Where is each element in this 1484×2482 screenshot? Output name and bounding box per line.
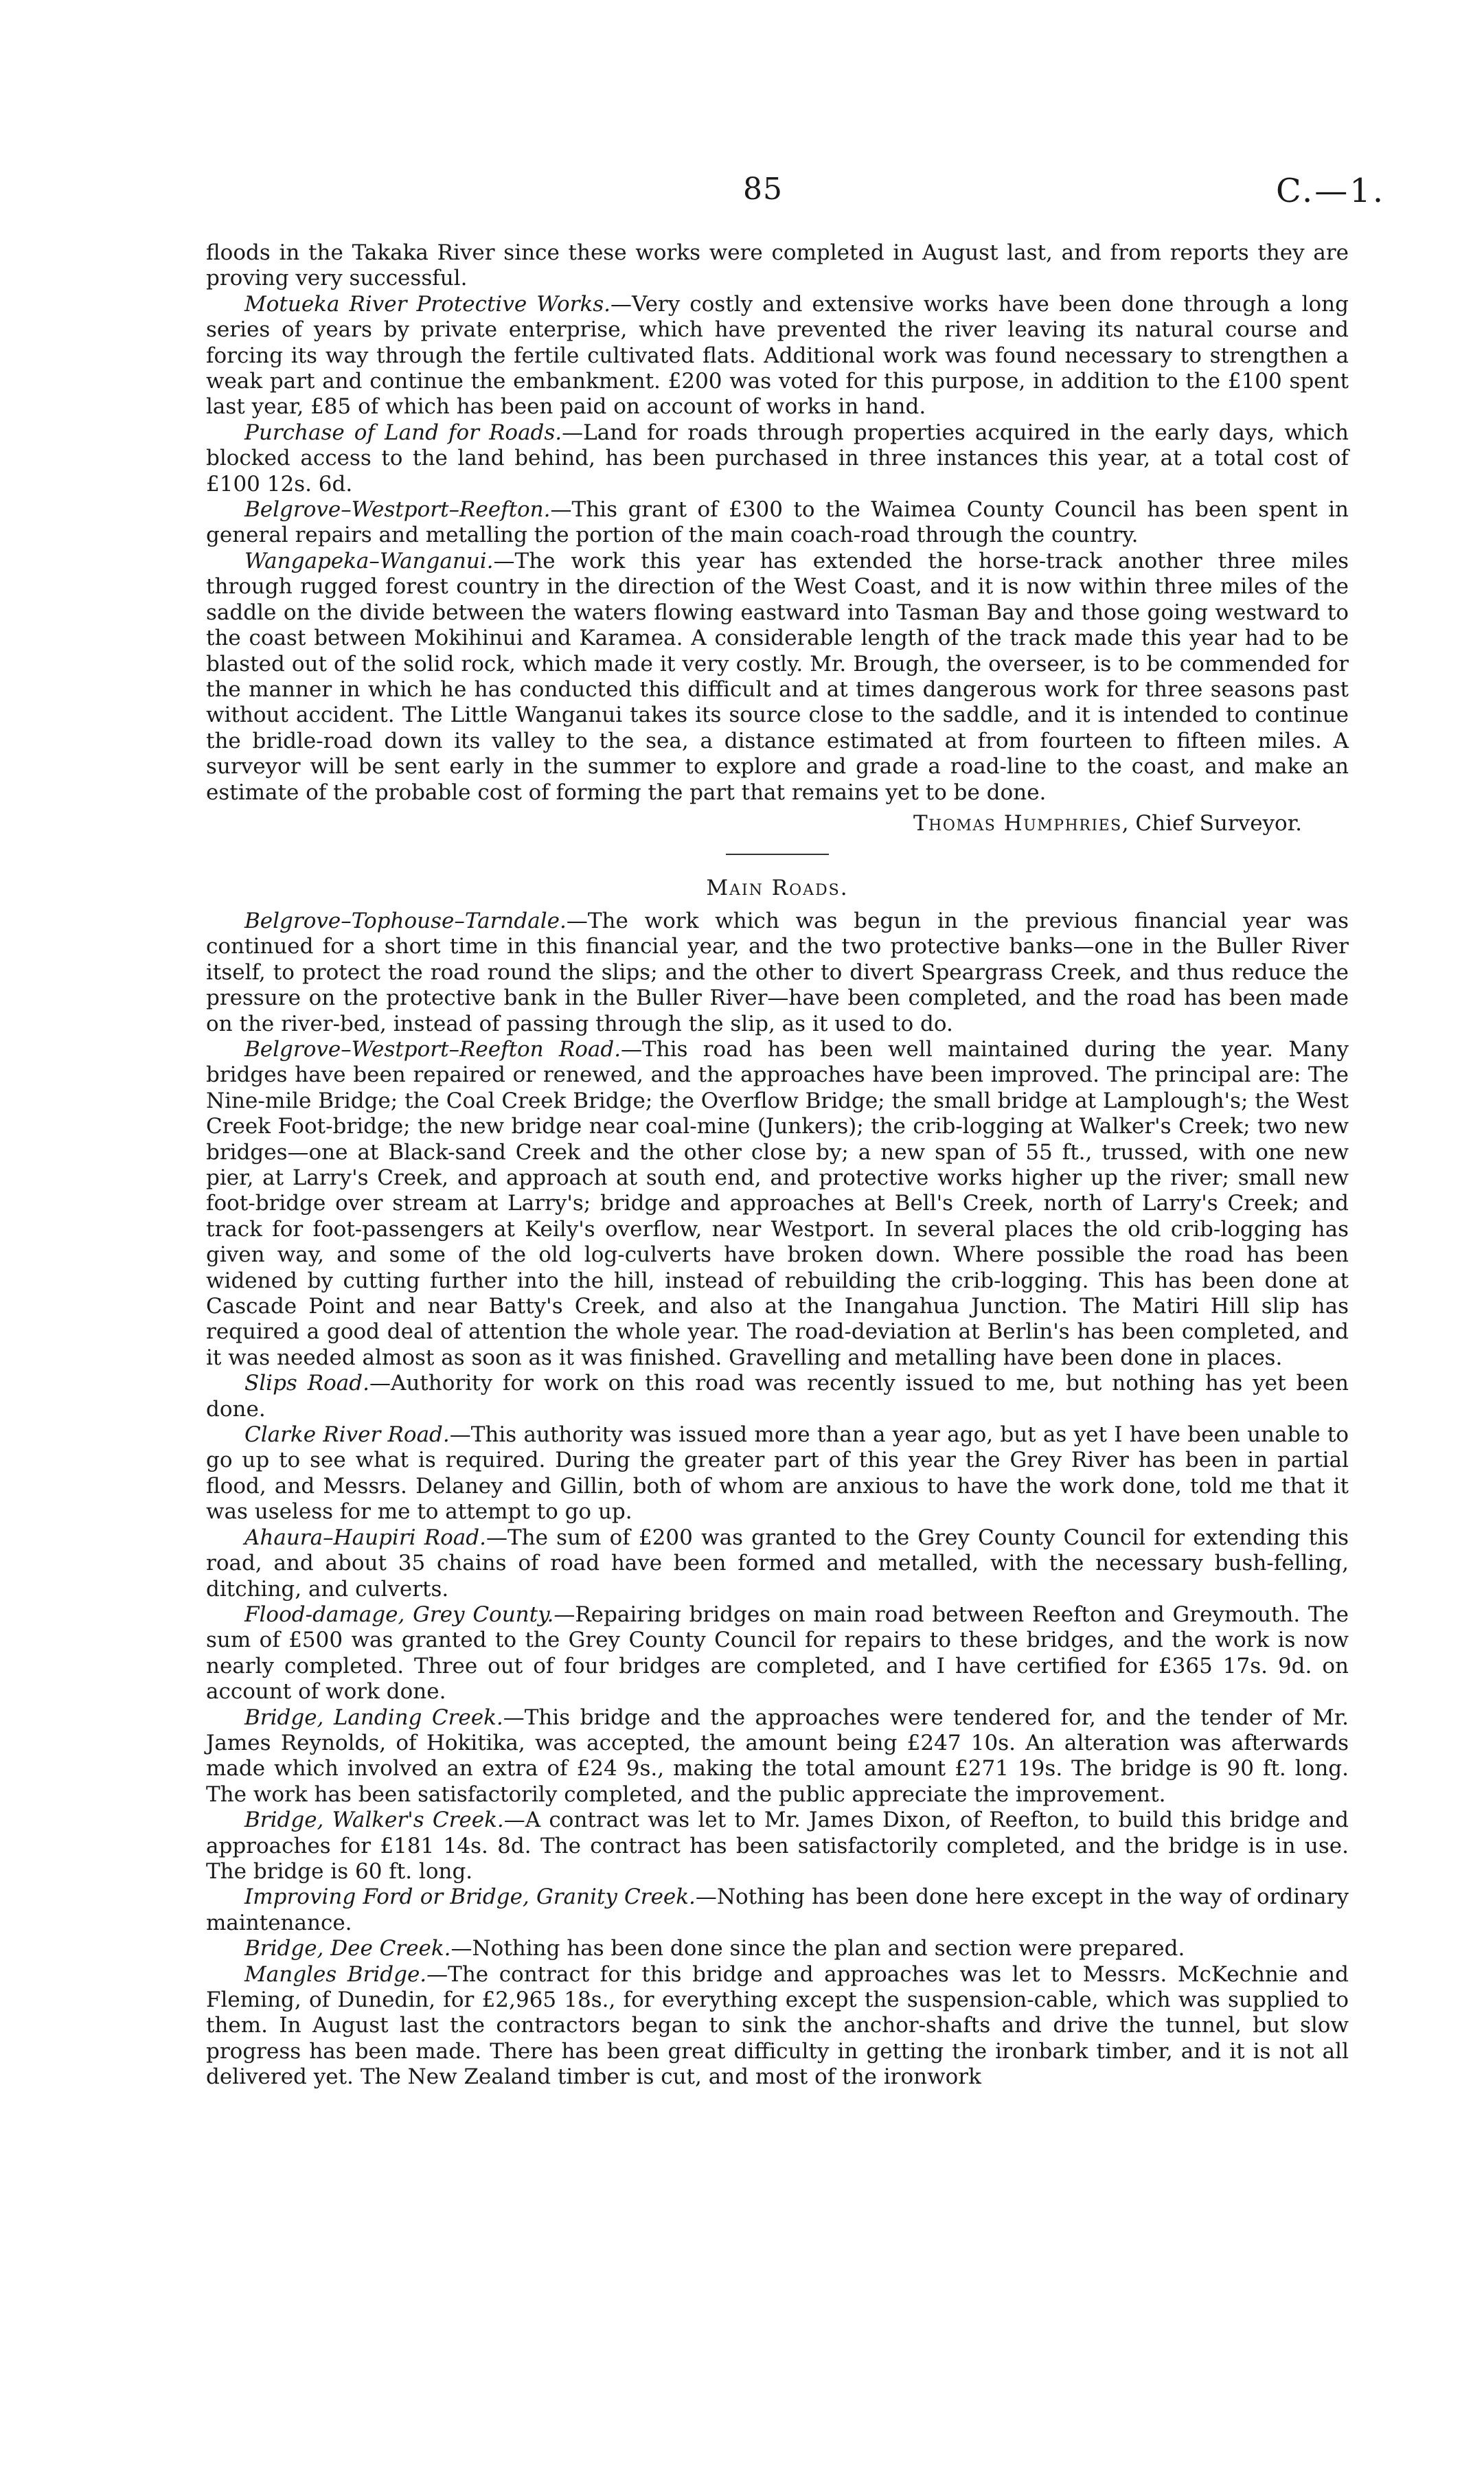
paragraph-heading: Slips Road. [244, 1371, 369, 1396]
paragraph-heading: Wangapeka–Wanganui. [244, 548, 494, 573]
paragraph-text: —This road has been well maintained during the year. Many bridges have been repaired or renewed, and the approaches have been improved. The principal are: The Nine-mile Bridge; the Coal Creek Bridge; the Overflow Bridge; the small bridge at Lamplough's; the West Creek Foot-bridge; the new bridge near coal-mine (Junkers); the crib-logging at Walker's Creek; two new bridges—one at Black-sand Creek and the other close by; a new span of 55 ft., trussed, with one new pier, at Larry's Creek, and approach at south end, and protective works higher up the river; small new foot-bridge over stream at Larry's; bridge and approaches at Bell's Creek, north of Larry's Creek; and track for foot-passengers at Keily's overflow, near Westport. In several places the old crib-logging has given way, and some of the old log-culverts have broken down. Where possible the road has been widened by cutting further into the hill, instead of rebuilding the crib-logging. This has been done at Cascade Point and near Batty's Creek, and also at the Inangahua Junction. The Matiri Hill slip has required a good deal of attention the whole year. The road-deviation at Berlin's has been completed, and it was needed almost as soon as it was finished. Gravelling and metalling have been done in places. [206, 1036, 1349, 1370]
paragraph-ahaura-haupiri-road [206, 1525, 1349, 1602]
signature-title: , Chief Surveyor. [1121, 810, 1302, 836]
paragraph-heading: Bridge, Walker's Creek. [244, 1808, 504, 1833]
paragraph-flood-damage-grey-county [206, 1602, 1349, 1705]
paragraph-heading: Flood-damage, Grey County. [244, 1602, 554, 1627]
paragraph-continuation [206, 240, 1349, 292]
paragraph-bridge-dee-creek [206, 1936, 1349, 1961]
paragraph-heading: Motueka River Protective Works. [244, 291, 611, 317]
paragraph-heading: Belgrove–Tophouse–Tarndale. [244, 908, 567, 933]
paragraph-bridge-walkers-creek [206, 1808, 1349, 1885]
paragraph-motueka-river [206, 292, 1349, 420]
paragraph-text: —This grant of £300 to the Waimea County Council has been spent in general repairs and metalling the portion of the main coach-road through the country. [206, 497, 1349, 548]
section-divider [726, 854, 829, 855]
paragraph-text: —A contract was let to Mr. James Dixon, of Reefton, to build this bridge and approaches for £181 14s. 8d. The contract has been satisfactorily completed, and the bridge is in use. The bridge is 60 ft. long. [206, 1808, 1349, 1884]
signature [206, 808, 1349, 839]
paragraph-text: —The work which was begun in the previous financial year was continued for a short time in this financial year, and the two protective banks—one in the Buller River itself, to protect the road round the slips; and the other to divert Speargrass Creek, and thus reduce the pressure on the protective bank in the Buller River—have been completed, and the road has been made on the river-bed, instead of passing through the slip, as it used to do. [206, 908, 1349, 1036]
paragraph-text: —Repairing bridges on main road between Reefton and Greymouth. The sum of £500 was granted to the Grey County Council for repairs to these bridges, and the work is now nearly completed. Three out of four bridges are completed, and I have certified for £365 17s. 9d. on account of work done. [206, 1602, 1349, 1705]
paragraph-belgrove-tophouse-tarndale [206, 909, 1349, 1037]
paragraph-bridge-landing-creek [206, 1705, 1349, 1808]
paragraph-heading: Belgrove–Westport–Reefton. [244, 497, 551, 523]
paragraph-heading: Belgrove–Westport–Reefton Road. [244, 1036, 621, 1062]
paragraph-text: —Authority for work on this road was recently issued to me, but nothing has yet been done. [206, 1371, 1349, 1422]
paragraph-text: —Very costly and extensive works have been done through a long series of years by private enterprise, which have prevented the river leaving its natural course and forcing its way through the fertile cultivated flats. Additional work was found necessary to strengthen a weak part and continue the embankment. £200 was voted for this purpose, in addition to the £100 spent last year, £85 of which has been paid on account of works in hand. [206, 291, 1349, 420]
paragraph-heading: Ahaura–Haupiri Road. [244, 1525, 486, 1550]
page-header [0, 172, 1484, 220]
paragraph-clarke-river-road [206, 1422, 1349, 1525]
paragraph-heading: Bridge, Landing Creek. [244, 1705, 503, 1730]
paragraph-belgrove-westport-reefton [206, 497, 1349, 549]
document-reference: C.—1. [1276, 172, 1386, 210]
section-title: Main Roads. [706, 875, 849, 900]
signature-name: Thomas Humphries [913, 810, 1122, 836]
page-number: 85 [743, 172, 783, 207]
paragraph-mangles-bridge [206, 1962, 1349, 2091]
paragraph-text: —Nothing has been done here except in the way of ordinary maintenance. [206, 1885, 1349, 1935]
paragraph-text: —The sum of £200 was granted to the Grey County Council for extending this road, and about 35 chains of road have been formed and metalled, with the necessary bush-felling, ditching, and culverts. [206, 1525, 1349, 1602]
paragraph-text: —This authority was issued more than a year ago, but as yet I have been unable to go up to see what is required. During the greater part of this year the Grey River has been in partial flood, and Messrs. Delaney and Gillin, both of whom are anxious to have the work done, told me that it was useless for me to attempt to go up. [206, 1422, 1349, 1525]
paragraph-slips-road [206, 1371, 1349, 1422]
paragraph-heading: Improving Ford or Bridge, Granity Creek. [244, 1885, 696, 1910]
paragraph-belgrove-westport-reefton-road [206, 1037, 1349, 1371]
body-text [206, 240, 1349, 2091]
paragraph-text: —This bridge and the approaches were tendered for, and the tender of Mr. James Reynolds, of Hokitika, was accepted, the amount being £247 10s. An alteration was afterwards made which involved an extra of £24 9s., making the total amount £271 19s. The bridge is 90 ft. long. The work has been satisfactorily completed, and the public appreciate the improvement. [206, 1705, 1349, 1807]
paragraph-heading: Clarke River Road. [244, 1422, 450, 1448]
paragraph-heading: Mangles Bridge. [244, 1961, 427, 1987]
paragraph-text: floods in the Takaka River since these works were completed in August last, and from reports they are proving very successful. [206, 240, 1349, 291]
paragraph-text: —Land for roads through properties acquired in the early days, which blocked access to the land behind, has been purchased in three instances this year, at a total cost of £100 12s. 6d. [206, 420, 1349, 497]
paragraph-heading: Bridge, Dee Creek. [244, 1936, 451, 1961]
paragraph-wangapeka-wanganui [206, 549, 1349, 806]
paragraph-granity-creek [206, 1885, 1349, 1936]
paragraph-purchase-of-land [206, 420, 1349, 497]
paragraph-text: —The work this year has extended the horse-track another three miles through rugged forest country in the direction of the West Coast, and it is now within three miles of the saddle on the divide between the waters flowing eastward into Tasman Bay and those going westward to the coast between Mokihinui and Karamea. A considerable length of the track made this year had to be blasted out of the solid rock, which made it very costly. Mr. Brough, the overseer, is to be commended for the manner in which he has conducted this difficult and at times dangerous work for three seasons past without accident. The Little Wanganui takes its source close to the saddle, and it is intended to continue the bridle-road down its valley to the sea, a distance estimated at from fourteen to fifteen miles. A surveyor will be sent early in the summer to explore and grade a road-line to the coast, and make an estimate of the probable cost of forming the part that remains yet to be done. [206, 548, 1349, 805]
paragraph-heading: Purchase of Land for Roads. [244, 420, 562, 445]
paragraph-text: —The contract for this bridge and approaches was let to Messrs. McKechnie and Fleming, of Dunedin, for £2,965 18s., for everything except the suspension-cable, which was supplied to them. In August last the contractors began to sink the anchor-shafts and drive the tunnel, but slow progress has been made. There has been great difficulty in getting the ironbark timber, and it is not all delivered yet. The New Zealand timber is cut, and most of the ironwork [206, 1961, 1349, 2090]
paragraph-text: —Nothing has been done since the plan and section were prepared. [450, 1936, 1185, 1961]
